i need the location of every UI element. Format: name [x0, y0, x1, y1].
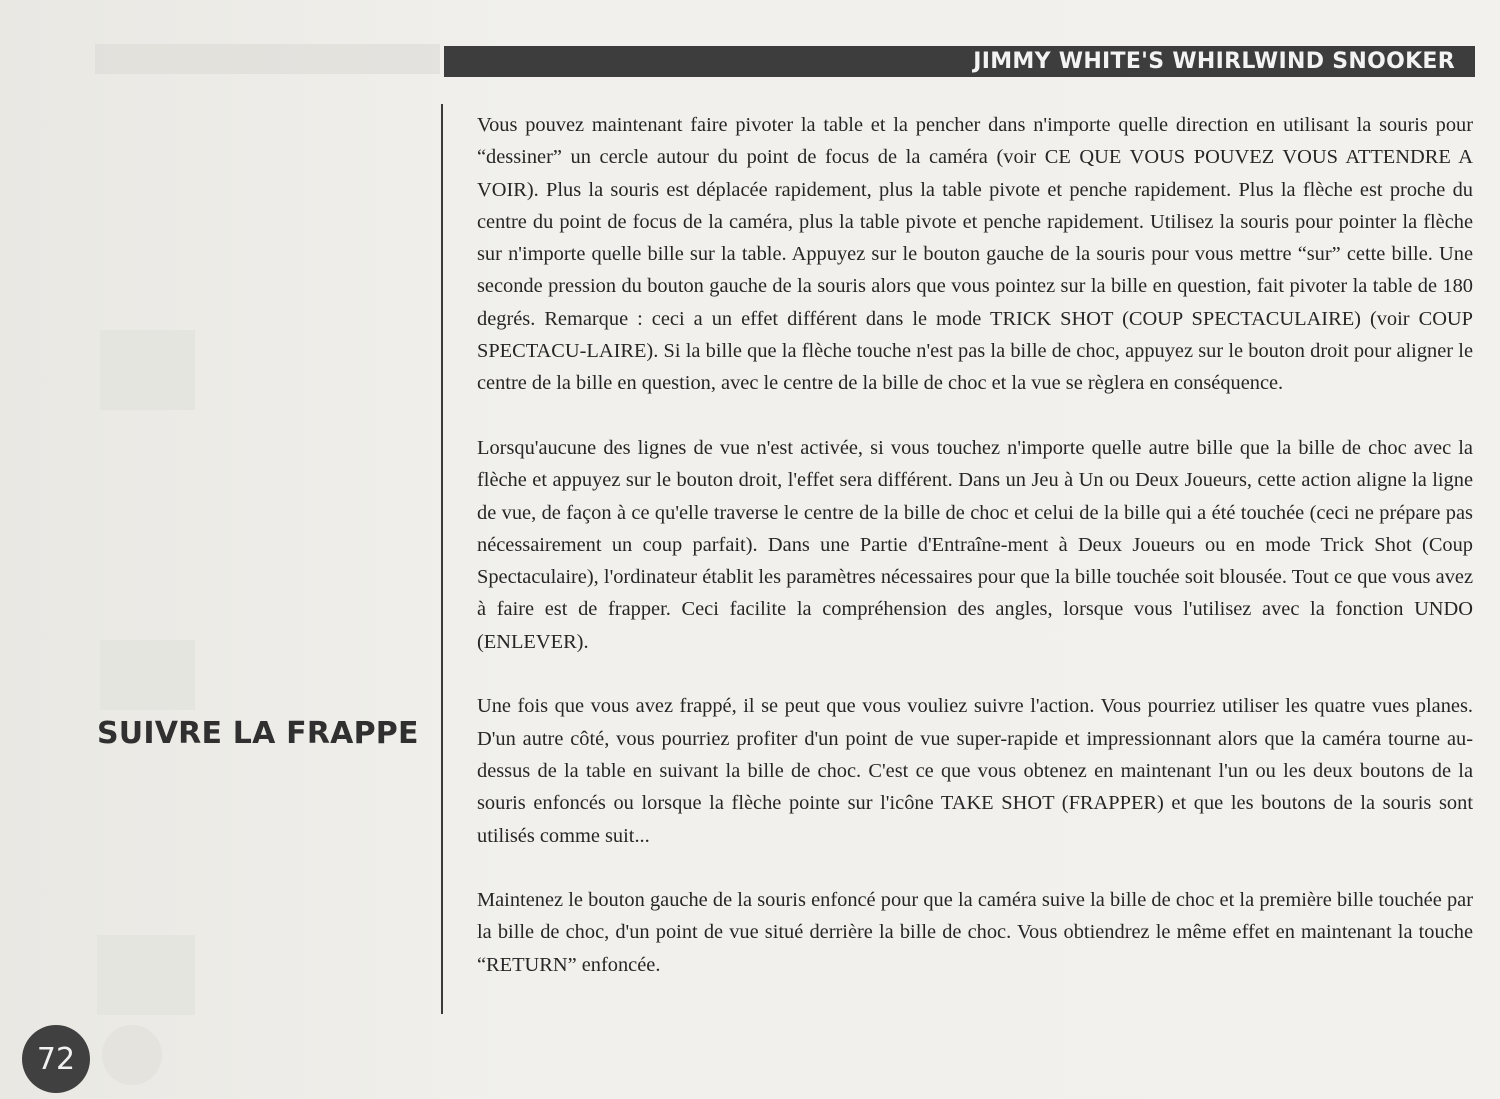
bleed-through-box [100, 640, 195, 710]
header-title: JIMMY WHITE'S WHIRLWIND SNOOKER [973, 49, 1455, 74]
body-text [477, 109, 1473, 981]
section-heading: SUIVRE LA FRAPPE [97, 716, 419, 751]
running-header [444, 46, 1475, 77]
bleed-through-band [95, 44, 440, 74]
column-divider [441, 104, 443, 1014]
bleed-through-circle [102, 1025, 162, 1085]
paragraph: Vous pouvez maintenant faire pivoter la table et la pencher dans n'importe quelle direction en utilisant la souris pour “dessiner” un cercle autour du point de focus de la caméra (voir CE QUE VOUS POUVEZ VOUS ATTENDRE A VOIR). Plus la souris est déplacée rapidement, plus la table pivote et penche rapidement. Plus la flèche est proche du centre du point de focus de la caméra, plus la table pivote et penche rapidement. Utilisez la souris pour pointer la flèche sur n'importe quelle bille sur la table. Appuyez sur le bouton gauche de la souris pour vous mettre “sur” cette bille. Une seconde pression du bouton gauche de la souris alors que vous pointez sur la bille en question, fait pivoter la table de 180 degrés. Remarque : ceci a un effet différent dans le mode TRICK SHOT (COUP SPECTACULAIRE) (voir COUP SPECTACU-LAIRE). Si la bille que la flèche touche n'est pas la bille de choc, appuyez sur le bouton droit pour aligner le centre de la bille en question, avec le centre de la bille de choc et la vue se règlera en conséquence. [477, 114, 1473, 395]
bleed-through-box [97, 935, 195, 1015]
page-number-badge [22, 1025, 90, 1093]
paragraph: Une fois que vous avez frappé, il se peut que vous vouliez suivre l'action. Vous pourriez utiliser les quatre vues planes. D'un autre côté, vous pourriez profiter d'un point de vue super-rapide et impressionnant alors que la caméra tourne au-dessus de la table en suivant la bille de choc. C'est ce que vous obtenez en maintenant l'un ou les deux boutons de la souris enfoncés ou lorsque la flèche pointe sur l'icône TAKE SHOT (FRAPPER) et que les boutons de la souris sont utilisés comme suit... [477, 695, 1473, 847]
paragraph: Maintenez le bouton gauche de la souris enfoncé pour que la caméra suive la bille de choc et la première bille touchée par la bille de choc, d'un point de vue situé derrière la bille de choc. Vous obtiendrez le même effet en maintenant la touche “RETURN” enfoncée. [477, 889, 1473, 976]
paragraph: Lorsqu'aucune des lignes de vue n'est activée, si vous touchez n'importe quelle autre bille que la bille de choc avec la flèche et appuyez sur le bouton droit, l'effet sera différent. Dans un Jeu à Un ou Deux Joueurs, cette action aligne la ligne de vue, de façon à ce qu'elle traverse le centre de la bille de choc et celui de la bille qui a été touchée (ceci ne prépare pas nécessairement un coup parfait). Dans une Partie d'Entraîne-ment à Deux Joueurs ou en mode Trick Shot (Coup Spectaculaire), l'ordinateur établit les paramètres nécessaires pour que la bille touchée soit blousée. Tout ce que vous avez à faire est de frapper. Ceci facilite la compréhension des angles, lorsque vous l'utilisez avec la fonction UNDO (ENLEVER). [477, 436, 1473, 653]
page-number: 72 [36, 1041, 76, 1077]
bleed-through-box [100, 330, 195, 410]
